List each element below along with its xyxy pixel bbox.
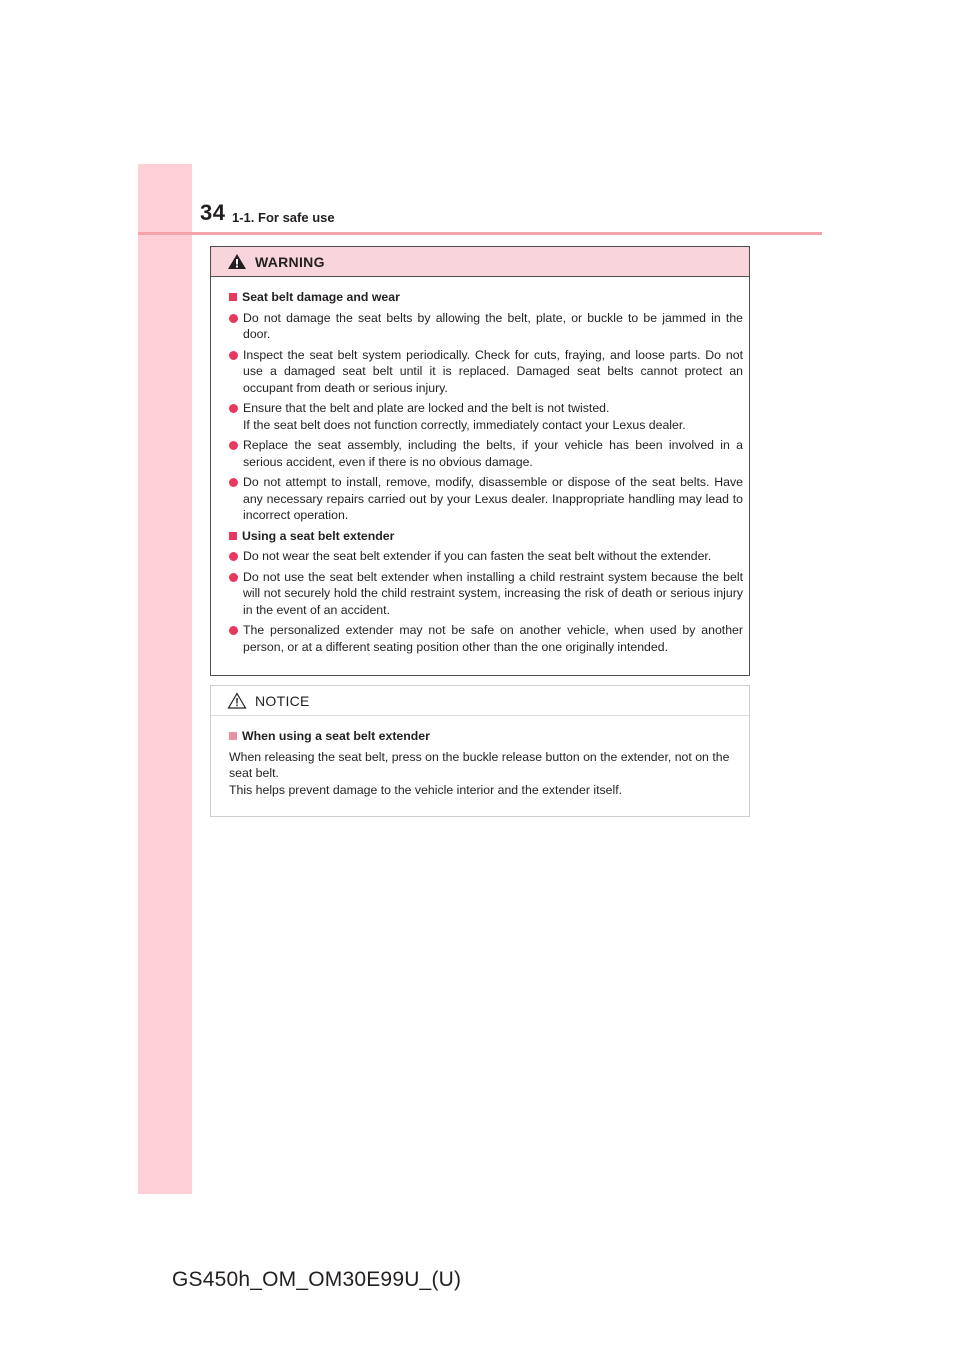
square-bullet-icon — [229, 732, 237, 740]
warning-bullet: Do not use the seat belt extender when installing a child restraint system because the belt will not securely hold the child restraint system, increasing the risk of death or serious injury in the event of an accident. — [229, 569, 743, 619]
document-code-footer: GS450h_OM_OM30E99U_(U) — [172, 1268, 462, 1291]
warning-body — [211, 277, 749, 655]
square-bullet-icon — [229, 293, 237, 301]
section-title: 1-1. For safe use — [232, 210, 335, 225]
notice-body — [211, 716, 749, 798]
circle-bullet-icon — [229, 314, 238, 323]
circle-bullet-icon — [229, 552, 238, 561]
warning-box — [210, 246, 750, 676]
warning-group-extender — [229, 528, 743, 656]
page-number: 34 — [200, 200, 226, 225]
warning-bullet: Do not attempt to install, remove, modify, disassemble or dispose of the seat belts. Have any necessary repairs carried out by your Lexus dealer. Inappropriate handling may lead to incorrect operation. — [229, 474, 743, 524]
warning-title: WARNING — [255, 253, 325, 270]
notice-title: NOTICE — [255, 692, 310, 709]
circle-bullet-icon — [229, 351, 238, 360]
circle-bullet-icon — [229, 478, 238, 487]
warning-bullet: Ensure that the belt and plate are locked and the belt is not twisted. If the seat belt does not function correctly, immediately contact your Lexus dealer. — [229, 400, 743, 433]
chapter-sidebar-tab — [138, 164, 192, 1194]
square-bullet-icon — [229, 532, 237, 540]
notice-header — [211, 686, 749, 716]
warning-bullet: Do not wear the seat belt extender if you can fasten the seat belt without the extender. — [229, 548, 743, 565]
circle-bullet-icon — [229, 404, 238, 413]
warning-bullet: Do not damage the seat belts by allowing the belt, plate, or buckle to be jammed in the door. — [229, 310, 743, 343]
warning-heading: Seat belt damage and wear — [229, 289, 743, 306]
notice-text: When releasing the seat belt, press on the buckle release button on the extender, not on the seat belt. This helps prevent damage to the vehicle interior and the extender itself. — [229, 749, 730, 797]
circle-bullet-icon — [229, 626, 238, 635]
warning-bullet: Replace the seat assembly, including the belts, if your vehicle has been involved in a serious accident, even if there is no obvious damage. — [229, 437, 743, 470]
warning-heading: Using a seat belt extender — [229, 528, 743, 545]
warning-group-damage — [229, 289, 743, 524]
warning-bullet: The personalized extender may not be safe on another vehicle, when used by another person, or at a different seating position other than the one originally intended. — [229, 622, 743, 655]
circle-bullet-icon — [229, 441, 238, 450]
warning-bullet: Inspect the seat belt system periodically. Check for cuts, fraying, and loose parts. Do not use a damaged seat belt until it is replaced. Damaged seat belts cannot protect an occupant from death or serious injury. — [229, 347, 743, 397]
header-rule — [138, 232, 822, 235]
circle-bullet-icon — [229, 573, 238, 582]
notice-box — [210, 685, 750, 817]
warning-triangle-icon — [227, 253, 247, 270]
notice-triangle-icon — [227, 692, 247, 709]
notice-heading: When using a seat belt extender — [229, 728, 743, 745]
warning-header — [211, 247, 749, 277]
